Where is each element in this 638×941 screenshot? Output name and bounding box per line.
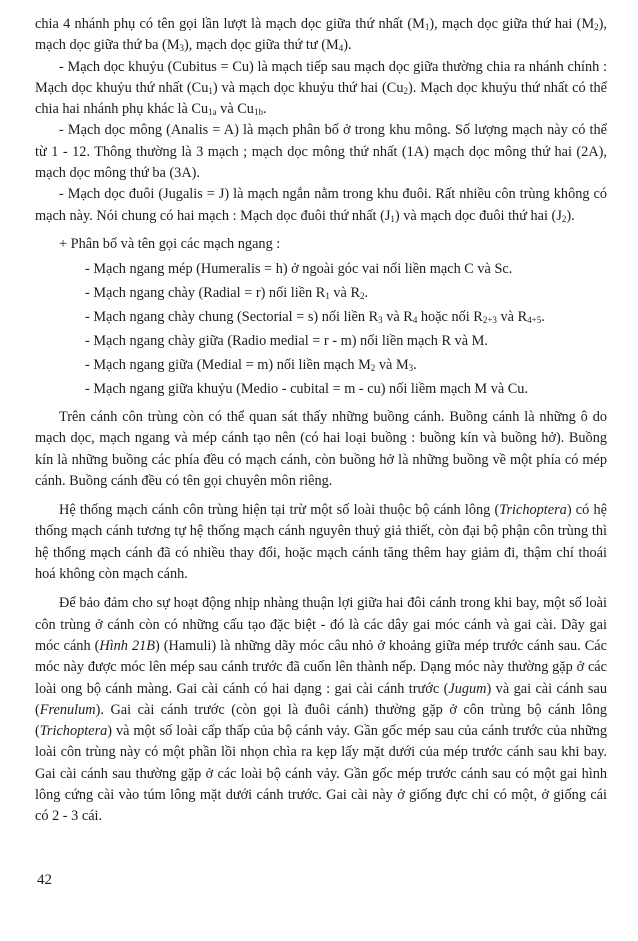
para-wing-cells: Trên cánh côn trùng còn có thể quan sát thấy những buồng cánh. Buồng cánh là những ô do mạch dọc, mạch ngang và mép cánh tạo nên (có hai loại buồng : buồng kín và buồng hở). Buồng kín là những buồng các phía đều có mạch cánh, còn buồng hở là những buồng về một phía có mép cánh. Buồng cánh đều có tên gọi chuyên môn riêng. — [35, 408, 607, 489]
cross-veins-list — [35, 257, 607, 401]
cross-vein-item: - Mạch ngang chày giữa (Radio medial = r - m) nối liền mạch R và M. — [85, 332, 488, 349]
cross-vein-item: - Mạch ngang mép (Humeralis = h) ở ngoài góc vai nối liền mạch C và Sc. — [85, 260, 513, 277]
cross-vein-item: - Mạch ngang giữa (Medial = m) nối liền mạch $M_2$ và $M_3$. — [85, 356, 417, 373]
cross-vein-item: - Mạch ngang giữa khuỷu (Medio - cubital = m - cu) nối liềm mạch M và Cu. — [85, 380, 529, 397]
para-hooks: Để bảo đảm cho sự hoạt động nhịp nhàng thuận lợi giữa hai đôi cánh trong khi bay, một số loài côn trùng ở cánh còn có những cấu tạo đặc biệt - đó là các dây gai móc cánh và gai cài. Dãy gai móc cánh (Hình 21B) (Hamuli) là những dãy móc câu nhỏ ở khoảng giữa mép trước cánh sau. Các móc này được móc lên mép sau cánh trước đã cuốn lên thành nếp. Dạng móc này thường gặp ở các loài ong bộ cánh màng. Gai cài cánh có hai dạng : gai cài cánh trước (Jugum) và gai cài cánh sau (Frenulum). Gai cài cánh trước (còn gọi là đuôi cánh) thường gặp ở côn trùng bộ cánh lông (Trichoptera) và một số loài cấp thấp của bộ cánh vảy. Gần gốc mép sau của cánh trước của những loài côn trùng này có một phần lồi nhọn chìa ra kẹp lấy mặt dưới của mép trước cánh sau khi bay. Gai cài cánh sau thường gặp ở các loài bộ cánh vảy. Gần gốc mép trước cánh sau có một gai hình lông cứng cài vào túm lông mặt dưới cánh trước. Gai cài này ở giống đực chỉ có một, ở giống cái có 2 - 3 cái. — [35, 595, 607, 825]
para-branches: chia 4 nhánh phụ có tên gọi lần lượt là mạch dọc giữa thứ nhất $(M_1)$, mạch dọc giữa thứ hai $(M_2)$, mạch dọc giữa thứ ba $(M_3)$, mạch dọc giữa thứ tư $(M_4)$. — [35, 16, 607, 54]
cross-vein-item: - Mạch ngang chày chung (Sectorial = s) nối liền $R_3$ và $R_4$ hoặc nối $R_{2+3}$ và $R_{4+5}$. — [85, 308, 545, 325]
page-number: 42 — [37, 872, 52, 888]
para-trichoptera: Hệ thống mạch cánh côn trùng hiện tại trừ một số loài thuộc bộ cánh lông (Trichoptera) có hệ thống mạch cánh tương tự hệ thống mạch cánh nguyên thuỷ giả thiết, còn đại bộ phận côn trùng thì hệ thống mạch cánh đã có nhiều thay đổi, hoặc mạch cánh tăng thêm hay giảm đi, thậm chí thoái hoá không còn mạch cánh. — [35, 502, 607, 583]
para-cubitus: - Mạch dọc khuỷu (Cubitus = Cu) là mạch tiếp sau mạch dọc giữa thường chia ra nhánh chính : Mạch dọc khuỷu thứ nhất $(Cu_1)$ và mạch dọc khuỷu thứ hai $(Cu_2)$. Mạch dọc khuỷu thứ nhất có thể chia hai nhánh phụ khác là $Cu_{1a}$ và $Cu_{1b}$. — [35, 58, 607, 118]
para-jugalis: - Mạch dọc đuôi (Jugalis = J) là mạch ngắn nằm trong khu đuôi. Rất nhiều côn trùng không có mạch này. Nói chung có hai mạch : Mạch dọc đuôi thứ nhất $(J_1)$ và mạch dọc đuôi thứ hai $(J_2)$. — [35, 186, 607, 224]
cross-vein-item: - Mạch ngang chày (Radial = r) nối liền $R_1$ và $R_2$. — [85, 284, 369, 301]
cross-veins-heading: + Phân bố và tên gọi các mạch ngang : — [59, 235, 281, 252]
para-analis: - Mạch dọc mông (Analis = A) là mạch phân bố ở trong khu mông. Số lượng mạch này có thể từ 1 - 12. Thông thường là 3 mạch ; mạch dọc mông thứ nhất (1A) mạch dọc mông thứ hai (2A), mạch dọc mông thứ ba (3A). — [35, 122, 607, 182]
page-body — [35, 14, 607, 828]
